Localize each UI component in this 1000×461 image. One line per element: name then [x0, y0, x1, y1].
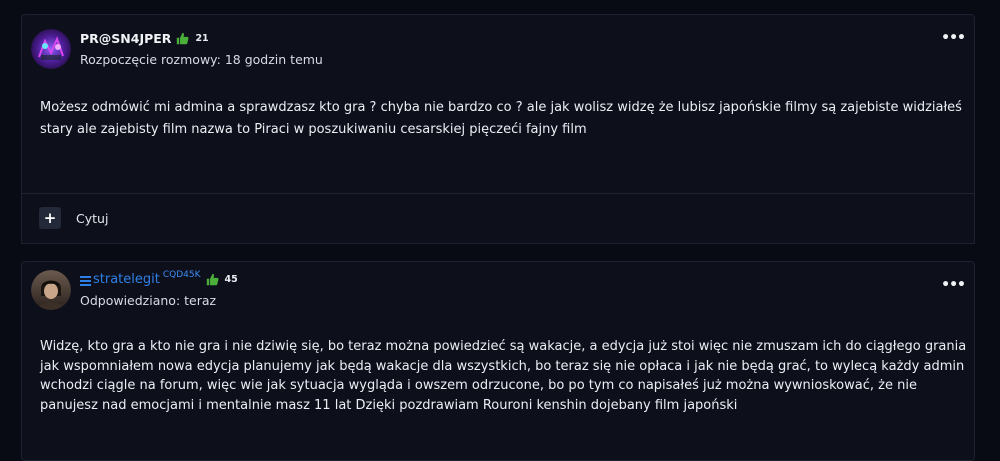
author-name-text: stratelegit [93, 272, 160, 287]
thumbs-up-icon [206, 273, 219, 286]
more-options-icon[interactable]: ••• [941, 30, 965, 46]
author-name[interactable]: PR@SN4JPER [80, 31, 172, 46]
quote-button[interactable]: Cytuj [76, 211, 109, 226]
post-content: Widzę, kto gra a kto nie gra i nie dziwię się, bo teraz można powiedzieć są wakacje, a edycja już stoi więc nie zmuszam ich do ciągłego grania jak wspomniałem nowa edycja planujemy jak będą wakacje dla wszystkich, bo teraz się nie opłaca i jak nie będą grać, to wylecą każdy admin wchodzi ciągle na forum, więc wie jak sytuacja wygląda i owszem odrzucone, bo po tym co napisałeś już można wywnioskować, że nie panujesz nad emocjami i mentalnie masz 11 lat Dzięki pozdrawiam Rouroni kenshin dojebany film japoński [40, 339, 967, 413]
plus-icon[interactable]: + [39, 207, 61, 229]
author-name[interactable] [80, 269, 201, 287]
post-meta: Rozpoczęcie rozmowy: 18 godzin temu [80, 52, 323, 67]
author-avatar[interactable] [31, 29, 71, 69]
reputation-count: 21 [195, 33, 209, 44]
author-avatar[interactable] [31, 270, 71, 310]
thumbs-up-icon [176, 32, 189, 45]
brand-logo-icon [80, 275, 91, 285]
reputation-count: 45 [224, 274, 238, 285]
author-badge: CQD45K [162, 269, 201, 280]
post-card-2 [21, 261, 975, 461]
post-footer [21, 193, 975, 244]
post-meta: Odpowiedziano: teraz [80, 293, 217, 308]
more-options-icon[interactable]: ••• [941, 277, 965, 293]
post-content: Możesz odmówić mi admina a sprawdzasz kto gra ? chyba nie bardzo co ? ale jak wolisz widzę że lubisz japońskie filmy są zajebiste widziałeś stary ale zajebisty film nazwa to Piraci w poszukiwaniu cesarskiej pięczeći fajny film [40, 100, 962, 137]
